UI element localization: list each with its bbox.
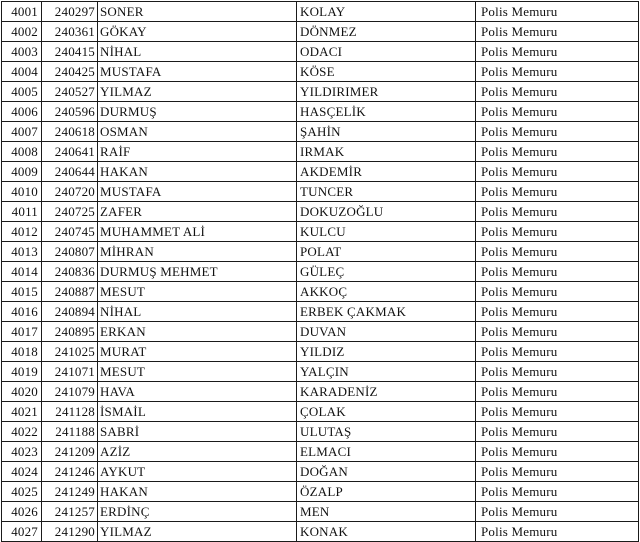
table-row	[2, 362, 639, 382]
registry-number-cell: 240618	[42, 122, 98, 142]
last-name-cell: MEN	[297, 502, 476, 522]
first-name-cell: SABRİ	[98, 422, 297, 442]
table-row	[2, 402, 639, 422]
table-row	[2, 502, 639, 522]
first-name-cell: MUSTAFA	[98, 182, 297, 202]
first-name-cell: GÖKAY	[98, 22, 297, 42]
first-name-cell: ERKAN	[98, 322, 297, 342]
first-name-cell: ZAFER	[98, 202, 297, 222]
first-name-cell: MİHRAN	[98, 242, 297, 262]
last-name-cell: AKKOÇ	[297, 282, 476, 302]
first-name-cell: HAKAN	[98, 162, 297, 182]
first-name-cell: HAVA	[98, 382, 297, 402]
table-row	[2, 282, 639, 302]
last-name-cell: DOĞAN	[297, 462, 476, 482]
last-name-cell: GÜLEÇ	[297, 262, 476, 282]
first-name-cell: NİHAL	[98, 42, 297, 62]
registry-number-cell: 240725	[42, 202, 98, 222]
table-row	[2, 322, 639, 342]
first-name-cell: ERDİNÇ	[98, 502, 297, 522]
table-row	[2, 102, 639, 122]
last-name-cell: DUVAN	[297, 322, 476, 342]
title-cell: Polis Memuru	[476, 142, 639, 162]
row-number-cell: 4020	[2, 382, 42, 402]
table-row	[2, 182, 639, 202]
row-number-cell: 4024	[2, 462, 42, 482]
row-number-cell: 4004	[2, 62, 42, 82]
first-name-cell: MESUT	[98, 362, 297, 382]
title-cell: Polis Memuru	[476, 102, 639, 122]
table-row	[2, 262, 639, 282]
last-name-cell: ŞAHİN	[297, 122, 476, 142]
table-row	[2, 122, 639, 142]
last-name-cell: YILDIZ	[297, 342, 476, 362]
title-cell: Polis Memuru	[476, 462, 639, 482]
registry-number-cell: 241257	[42, 502, 98, 522]
row-number-cell: 4007	[2, 122, 42, 142]
last-name-cell: AKDEMİR	[297, 162, 476, 182]
registry-number-cell: 240641	[42, 142, 98, 162]
last-name-cell: ELMACI	[297, 442, 476, 462]
table-row	[2, 342, 639, 362]
title-cell: Polis Memuru	[476, 162, 639, 182]
row-number-cell: 4019	[2, 362, 42, 382]
registry-number-cell: 241128	[42, 402, 98, 422]
last-name-cell: YILDIRIMER	[297, 82, 476, 102]
row-number-cell: 4006	[2, 102, 42, 122]
document-sheet	[1, 1, 638, 542]
title-cell: Polis Memuru	[476, 242, 639, 262]
last-name-cell: ERBEK ÇAKMAK	[297, 302, 476, 322]
registry-number-cell: 240836	[42, 262, 98, 282]
last-name-cell: IRMAK	[297, 142, 476, 162]
row-number-cell: 4023	[2, 442, 42, 462]
table-row	[2, 462, 639, 482]
title-cell: Polis Memuru	[476, 362, 639, 382]
first-name-cell: HAKAN	[98, 482, 297, 502]
row-number-cell: 4018	[2, 342, 42, 362]
row-number-cell: 4003	[2, 42, 42, 62]
last-name-cell: KARADENİZ	[297, 382, 476, 402]
last-name-cell: KÖSE	[297, 62, 476, 82]
registry-number-cell: 240807	[42, 242, 98, 262]
title-cell: Polis Memuru	[476, 22, 639, 42]
title-cell: Polis Memuru	[476, 302, 639, 322]
registry-number-cell: 240361	[42, 22, 98, 42]
last-name-cell: YALÇIN	[297, 362, 476, 382]
title-cell: Polis Memuru	[476, 222, 639, 242]
registry-number-cell: 241079	[42, 382, 98, 402]
registry-number-cell: 240895	[42, 322, 98, 342]
registry-number-cell: 241209	[42, 442, 98, 462]
row-number-cell: 4002	[2, 22, 42, 42]
title-cell: Polis Memuru	[476, 322, 639, 342]
table-row	[2, 382, 639, 402]
table-row	[2, 422, 639, 442]
first-name-cell: AYKUT	[98, 462, 297, 482]
row-number-cell: 4027	[2, 522, 42, 542]
title-cell: Polis Memuru	[476, 482, 639, 502]
last-name-cell: TUNCER	[297, 182, 476, 202]
row-number-cell: 4016	[2, 302, 42, 322]
table-row	[2, 442, 639, 462]
table-row	[2, 482, 639, 502]
registry-number-cell: 240644	[42, 162, 98, 182]
registry-number-cell: 240425	[42, 62, 98, 82]
last-name-cell: ODACI	[297, 42, 476, 62]
title-cell: Polis Memuru	[476, 82, 639, 102]
title-cell: Polis Memuru	[476, 282, 639, 302]
registry-number-cell: 241071	[42, 362, 98, 382]
row-number-cell: 4017	[2, 322, 42, 342]
registry-number-cell: 241290	[42, 522, 98, 542]
first-name-cell: OSMAN	[98, 122, 297, 142]
table-row	[2, 62, 639, 82]
title-cell: Polis Memuru	[476, 262, 639, 282]
first-name-cell: İSMAİL	[98, 402, 297, 422]
first-name-cell: DURMUŞ MEHMET	[98, 262, 297, 282]
row-number-cell: 4022	[2, 422, 42, 442]
row-number-cell: 4008	[2, 142, 42, 162]
registry-number-cell: 240415	[42, 42, 98, 62]
title-cell: Polis Memuru	[476, 402, 639, 422]
table-row	[2, 162, 639, 182]
first-name-cell: RAİF	[98, 142, 297, 162]
registry-number-cell: 240596	[42, 102, 98, 122]
last-name-cell: ÇOLAK	[297, 402, 476, 422]
row-number-cell: 4014	[2, 262, 42, 282]
registry-number-cell: 241188	[42, 422, 98, 442]
last-name-cell: DÖNMEZ	[297, 22, 476, 42]
last-name-cell: DOKUZOĞLU	[297, 202, 476, 222]
row-number-cell: 4011	[2, 202, 42, 222]
first-name-cell: MUSTAFA	[98, 62, 297, 82]
last-name-cell: ÖZALP	[297, 482, 476, 502]
title-cell: Polis Memuru	[476, 62, 639, 82]
first-name-cell: MESUT	[98, 282, 297, 302]
title-cell: Polis Memuru	[476, 2, 639, 22]
table-row	[2, 222, 639, 242]
row-number-cell: 4021	[2, 402, 42, 422]
registry-number-cell: 240887	[42, 282, 98, 302]
title-cell: Polis Memuru	[476, 42, 639, 62]
registry-number-cell: 240527	[42, 82, 98, 102]
title-cell: Polis Memuru	[476, 182, 639, 202]
title-cell: Polis Memuru	[476, 122, 639, 142]
last-name-cell: KULCU	[297, 222, 476, 242]
title-cell: Polis Memuru	[476, 522, 639, 542]
row-number-cell: 4026	[2, 502, 42, 522]
title-cell: Polis Memuru	[476, 202, 639, 222]
table-row	[2, 522, 639, 542]
row-number-cell: 4013	[2, 242, 42, 262]
title-cell: Polis Memuru	[476, 382, 639, 402]
last-name-cell: POLAT	[297, 242, 476, 262]
registry-number-cell: 241025	[42, 342, 98, 362]
title-cell: Polis Memuru	[476, 422, 639, 442]
first-name-cell: YILMAZ	[98, 522, 297, 542]
row-number-cell: 4001	[2, 2, 42, 22]
row-number-cell: 4009	[2, 162, 42, 182]
first-name-cell: SONER	[98, 2, 297, 22]
last-name-cell: KONAK	[297, 522, 476, 542]
first-name-cell: MUHAMMET ALİ	[98, 222, 297, 242]
registry-number-cell: 240745	[42, 222, 98, 242]
first-name-cell: DURMUŞ	[98, 102, 297, 122]
title-cell: Polis Memuru	[476, 342, 639, 362]
registry-number-cell: 240297	[42, 2, 98, 22]
first-name-cell: AZİZ	[98, 442, 297, 462]
table-row	[2, 142, 639, 162]
row-number-cell: 4012	[2, 222, 42, 242]
table-row	[2, 302, 639, 322]
last-name-cell: HASÇELİK	[297, 102, 476, 122]
registry-number-cell: 240720	[42, 182, 98, 202]
title-cell: Polis Memuru	[476, 502, 639, 522]
row-number-cell: 4025	[2, 482, 42, 502]
title-cell: Polis Memuru	[476, 442, 639, 462]
registry-number-cell: 240894	[42, 302, 98, 322]
first-name-cell: MURAT	[98, 342, 297, 362]
last-name-cell: KOLAY	[297, 2, 476, 22]
row-number-cell: 4005	[2, 82, 42, 102]
table-row	[2, 202, 639, 222]
personnel-table	[1, 1, 639, 542]
row-number-cell: 4015	[2, 282, 42, 302]
personnel-table-body	[2, 2, 639, 542]
registry-number-cell: 241249	[42, 482, 98, 502]
table-row	[2, 2, 639, 22]
table-row	[2, 22, 639, 42]
last-name-cell: ULUTAŞ	[297, 422, 476, 442]
table-row	[2, 42, 639, 62]
row-number-cell: 4010	[2, 182, 42, 202]
table-row	[2, 242, 639, 262]
first-name-cell: NİHAL	[98, 302, 297, 322]
table-row	[2, 82, 639, 102]
first-name-cell: YILMAZ	[98, 82, 297, 102]
registry-number-cell: 241246	[42, 462, 98, 482]
